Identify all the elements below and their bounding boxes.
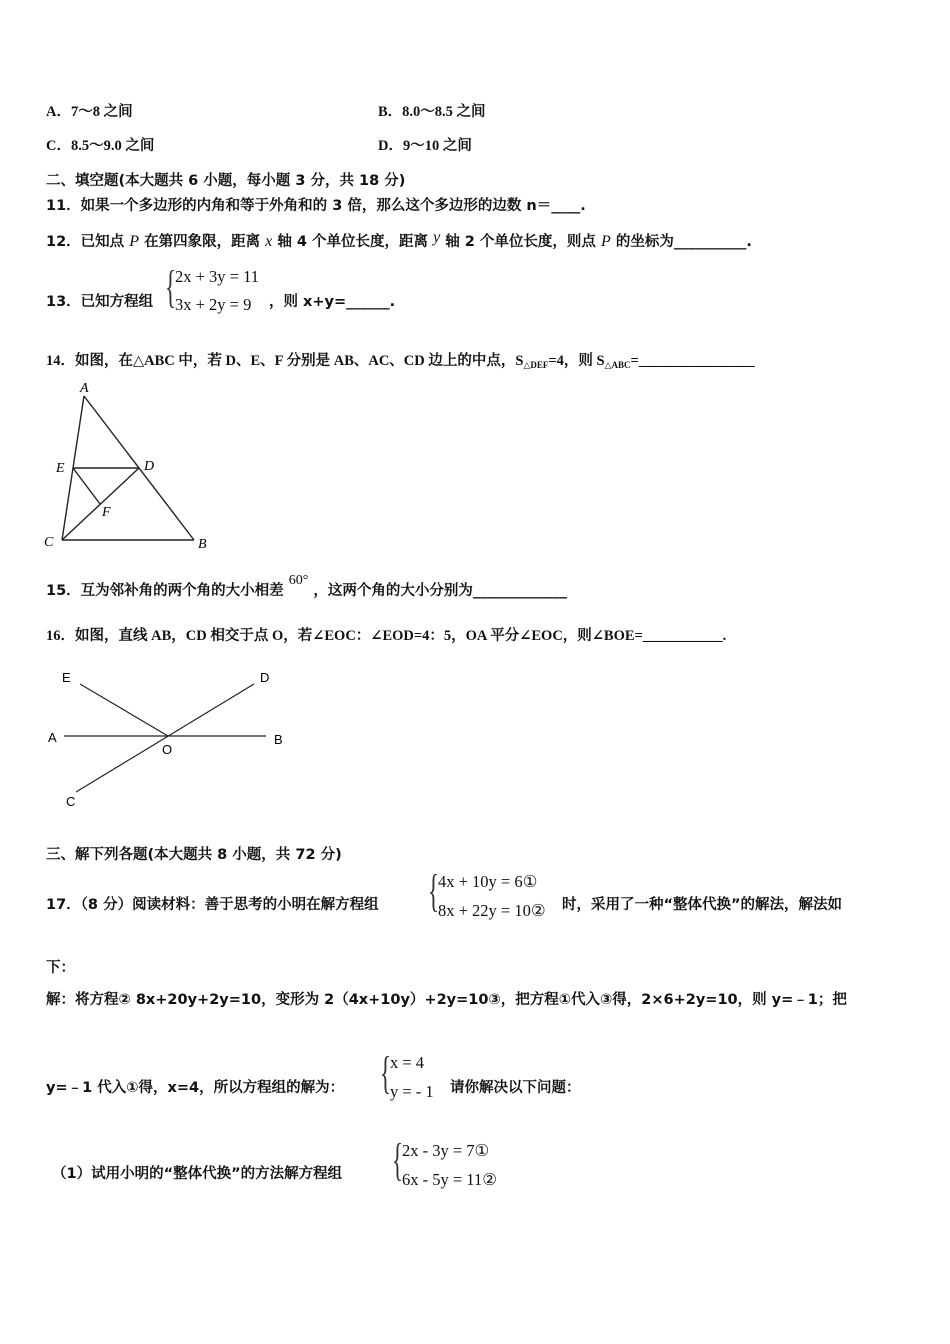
q13-prefix: 13．已知方程组: [46, 294, 154, 310]
label-d: D: [260, 670, 270, 685]
q14-triangle-figure: [38, 378, 218, 554]
q12-var-p: P: [129, 233, 140, 250]
option-b: B．8.0～8.5 之间: [378, 104, 486, 120]
q12-var-x: x: [265, 233, 273, 250]
option-a: A．7～8 之间: [46, 104, 133, 120]
label-a: A: [48, 730, 57, 745]
label-b: B: [274, 732, 283, 747]
q14-part-1: 14．如图，在△ABC 中，若 D、E、F 分别是 AB、AC、CD 边上的中点，S: [46, 353, 524, 369]
q15-angle: 60°: [288, 573, 309, 588]
q17-solution-brace: {: [380, 1047, 392, 1098]
q14-sub-abc: △ABC: [604, 360, 631, 370]
q13-suffix: ，则 x+y=______.: [269, 294, 396, 310]
q17-suffix: 时，采用了一种“整体代换”的解法，解法如: [562, 897, 843, 913]
option-d: D．9～10 之间: [378, 138, 472, 154]
q12-var-p2: P: [601, 233, 611, 250]
q15-prefix: 15．互为邻补角的两个角的大小相差: [46, 583, 284, 599]
label-d: D: [144, 459, 155, 474]
q14-part-2: =4，则 S: [548, 353, 605, 369]
question-12: [46, 229, 752, 252]
question-11: 11．如果一个多边形的内角和等于外角和的 3 倍，那么这个多边形的边数 n＝____.: [46, 198, 586, 214]
label-f: F: [102, 505, 111, 520]
q12-part-2: 在第四象限，距离: [144, 234, 261, 250]
q17-part-1-equation-2: 6x - 5y = 11②: [402, 1170, 497, 1189]
q17-equation-2: 8x + 22y = 10②: [438, 901, 546, 920]
option-c: C．8.5～9.0 之间: [46, 138, 155, 154]
label-e: E: [62, 670, 71, 685]
question-15: [46, 573, 568, 602]
label-a: A: [80, 381, 89, 396]
section-2-title: 二、填空题(本大题共 6 小题，每小题 3 分，共 18 分): [46, 173, 406, 189]
q13-brace: {: [165, 261, 177, 312]
q15-suffix: ，这两个角的大小分别为_____________: [313, 583, 568, 599]
q17-line-2: 下：: [46, 960, 75, 976]
q17-part-1-brace: {: [392, 1134, 404, 1185]
q12-part-5: 的坐标为__________.: [615, 234, 752, 250]
label-b: B: [198, 537, 207, 552]
q17-equation-1: 4x + 10y = 6①: [438, 872, 538, 891]
q17-part-1-equation-1: 2x - 3y = 7①: [402, 1141, 490, 1160]
q16-intersecting-lines-figure: [40, 662, 300, 812]
line-ef: [73, 468, 100, 504]
q12-part-3: 轴 4 个单位长度，距离: [277, 234, 429, 250]
q13-equation-1: 2x + 3y = 11: [175, 267, 259, 286]
q13-equation-2: 3x + 2y = 9: [175, 295, 252, 314]
q17-prefix: 17．（8 分）阅读材料：善于思考的小明在解方程组: [46, 897, 379, 913]
q12-part-1: 12．已知点: [46, 234, 125, 250]
q12-part-4: 轴 2 个单位长度，则点: [445, 234, 596, 250]
q17-solution-x: x = 4: [390, 1053, 425, 1072]
q17-line-4-prefix: y=﹣1 代入①得，x=4，所以方程组的解为：: [46, 1080, 345, 1096]
line-cd: [62, 468, 139, 540]
section-3-title: 三、解下列各题(本大题共 8 小题，共 72 分): [46, 847, 342, 863]
q12-var-y: y: [433, 229, 441, 246]
label-e: E: [56, 461, 65, 476]
q14-part-3: =________________: [630, 353, 755, 369]
q14-sub-def: △DEF: [523, 360, 549, 370]
line-cd: [76, 684, 254, 792]
q17-brace: {: [428, 865, 440, 916]
q17-part-1: （1）试用小明的“整体代换”的方法解方程组: [52, 1166, 343, 1182]
ray-oe: [80, 684, 168, 736]
q17-solution-text: 解：将方程② 8x+20y+2y=10，变形为 2（4x+10y）+2y=10③，把方程①代入③得，2×6+2y=10，则 y=﹣1；把: [46, 992, 847, 1008]
label-o: O: [162, 742, 173, 757]
label-c: C: [66, 794, 76, 809]
label-c: C: [44, 535, 54, 550]
question-14: [46, 351, 755, 375]
q17-line-4-suffix: 请你解决以下问题：: [450, 1080, 581, 1096]
question-16: 16．如图，直线 AB，CD 相交于点 O，若∠EOC：∠EOD=4：5，OA 平分∠EOC，则∠BOE=___________.: [46, 628, 727, 644]
q17-solution-y: y = - 1: [390, 1082, 434, 1101]
